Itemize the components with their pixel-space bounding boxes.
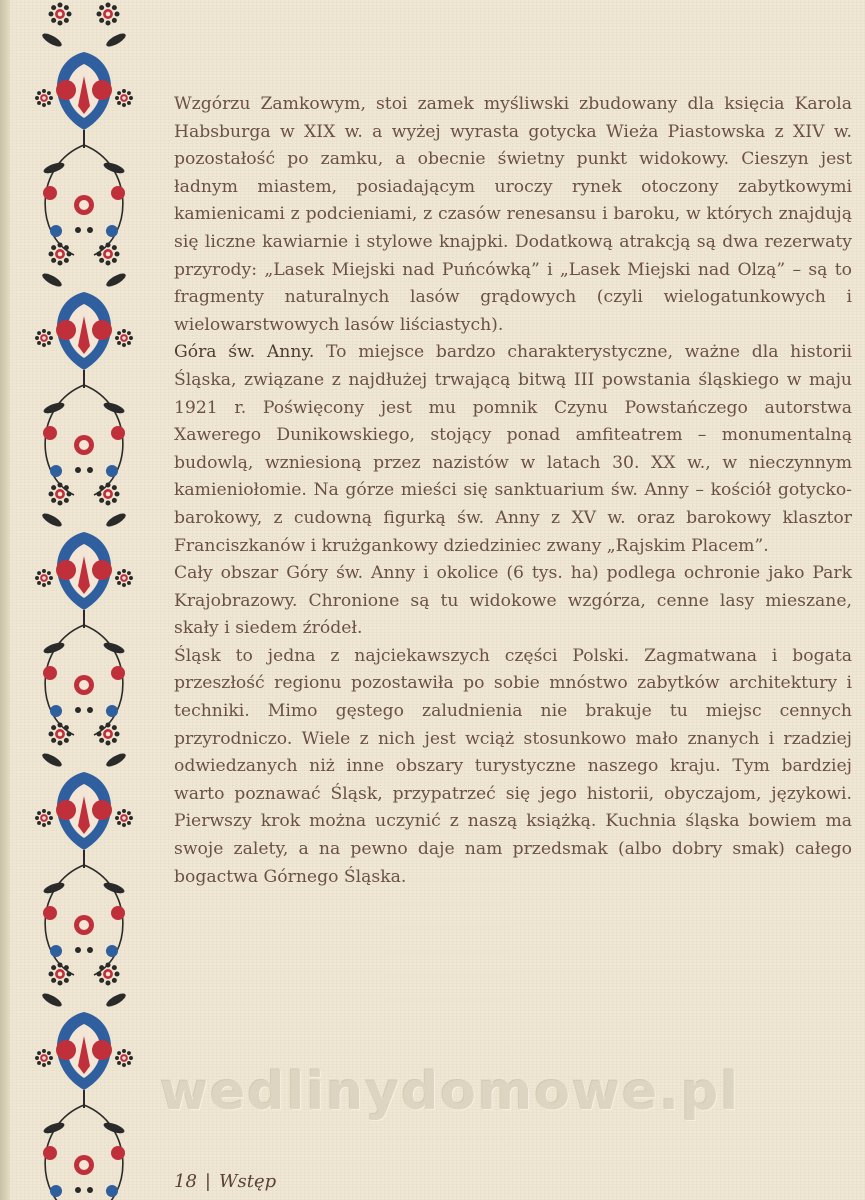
page-number: 18: [174, 1171, 197, 1192]
folk-ornament-border: [12, 0, 162, 1200]
paragraph-park-krajobrazowy: Cały obszar Góry św. Anny i okolice (6 tys. ha) podlega ochronie jako Park Krajobrazowy. Chronione są tu widokowe wzgórza, cenne lasy mieszane, skały i siedem źródeł.: [174, 563, 852, 639]
paragraph-cieszyn: Wzgórzu Zamkowym, stoi zamek myśliwski zbudowany dla księcia Karola Habsburga w XIX w. a wyżej wyrasta gotycka Wieża Piastowska z XIV w. pozostałość po zamku, a obecnie świetny punkt widokowy. Cieszyn jest ładnym miastem, posiadającym uroczy rynek otoczony zabytkowymi kamienicami z podcieniami, z czasów renesansu i baroku, w których znajdują się liczne kawiarnie i stylowe knajpki. Dodatkową atrakcją są dwa rezerwaty przyrody: „Lasek Miejski nad Puńcówką” i „Lasek Miejski nad Olzą” – są to fragmenty naturalnych lasów grądowych (czyli wielogatunkowych i wielowarstwowych lasów liściastych).: [174, 94, 852, 335]
section-name: Wstęp: [218, 1171, 277, 1192]
paragraph-body: To miejsce bardzo charakterystyczne, ważne dla historii Śląska, związane z najdłużej trwającą bitwą III powstania śląskiego w maju 1921 r. Poświęcony jest mu pomnik Czynu Powstańczego autorstwa Xawerego Dunikowskiego, stojący ponad amfiteatrem – monumentalną budowlą, wzniesioną przez nazistów w latach 30. XX w., w nieczynnym kamieniołomie. Na górze mieści się sanktuarium św. Anny – kościół gotycko-barokowy, z cudowną figurką św. Anny z XV w. oraz barokowy klasztor Franciszkanów i krużgankowy dziedziniec zwany „Rajskim Placem”.: [174, 342, 852, 556]
footer-separator: |: [204, 1171, 211, 1192]
paragraph-heading: Góra św. Anny.: [174, 342, 315, 363]
page-gutter: [0, 0, 10, 1200]
watermark: wedlinydomowe.pl: [159, 1062, 741, 1122]
body-text: [174, 91, 852, 891]
paragraph-slask: Śląsk to jedna z najciekawszych części Polski. Zagmatwana i bogata przeszłość regionu pozostawiła po sobie mnóstwo zabytków architektury i techniki. Mimo gęstego zaludnienia nie brakuje tu miejsc cennych przyrodniczo. Wiele z nich jest wciąż stosunkowo mało znanych i rzadziej odwiedzanych niż inne obszary turystyczne naszego kraju. Tym bardziej warto poznawać Śląsk, przypatrzeć się jego historii, obyczajom, językowi. Pierwszy krok można uczynić z naszą książką. Kuchnia śląska bowiem ma swoje zalety, a na pewno daje nam przedsmak (albo dobry smak) całego bogactwa Górnego Śląska.: [174, 645, 852, 887]
page-footer: [174, 1171, 276, 1192]
paragraph-gora-sw-anny: [174, 339, 852, 560]
